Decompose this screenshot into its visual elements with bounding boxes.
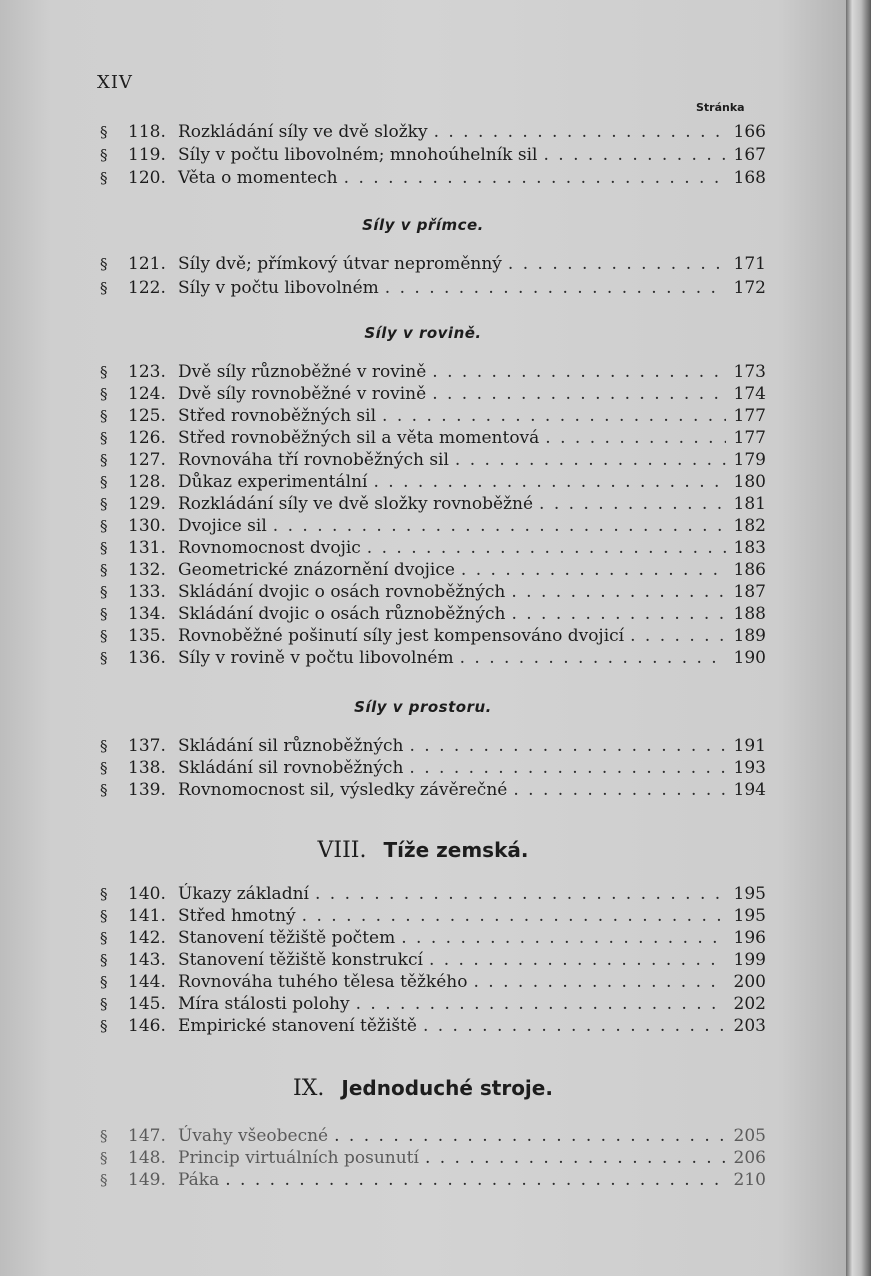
leader-dots <box>425 1148 726 1168</box>
toc-entry <box>100 972 766 996</box>
toc-entry <box>100 406 766 430</box>
section-title: Skládání sil rovnoběžných <box>178 758 404 778</box>
page-ref: 183 <box>733 538 766 558</box>
section-title: Rovnováha tří rovnoběžných sil <box>178 450 449 470</box>
page-ref: 210 <box>733 1170 766 1190</box>
page-ref: 205 <box>733 1126 766 1146</box>
section-number: 119. <box>128 145 166 165</box>
section-sign: § <box>100 885 108 903</box>
section-sign: § <box>100 781 108 799</box>
section-title: Geometrické znázornění dvojice <box>178 560 455 580</box>
page-ref: 195 <box>733 906 766 926</box>
page-ref: 186 <box>733 560 766 580</box>
page-ref: 177 <box>733 406 766 426</box>
leader-dots <box>373 472 726 492</box>
leader-dots <box>409 736 726 756</box>
section-number: 134. <box>128 604 166 624</box>
toc-entry <box>100 604 766 628</box>
section-title: Síly v rovině v počtu libovolném <box>178 648 454 668</box>
page-ref: 189 <box>733 626 766 646</box>
section-number: 138. <box>128 758 166 778</box>
toc-entry <box>100 736 766 760</box>
toc-entry <box>100 384 766 408</box>
section-sign: § <box>100 451 108 469</box>
section-number: 124. <box>128 384 166 404</box>
section-title: Stanovení těžiště počtem <box>178 928 396 948</box>
leader-dots <box>423 1016 726 1036</box>
section-title: Síly dvě; přímkový útvar neproměnný <box>178 254 502 274</box>
section-title: Rozkládání síly ve dvě složky rovnoběžné <box>178 494 534 514</box>
section-number: 145. <box>128 994 166 1014</box>
section-title: Úvahy všeobecné <box>178 1126 329 1146</box>
toc-entry <box>100 950 766 974</box>
page-ref: 202 <box>733 994 766 1014</box>
subsection-heading: Síly v přímce. <box>362 216 484 234</box>
toc-entry <box>100 1170 766 1194</box>
toc-entry <box>100 168 766 192</box>
chapter-heading <box>0 1076 846 1101</box>
page-ref: 167 <box>733 145 766 165</box>
section-number: 147. <box>128 1126 166 1146</box>
section-number: 140. <box>128 884 166 904</box>
section-sign: § <box>100 1149 108 1167</box>
section-number: 130. <box>128 516 166 536</box>
leader-dots <box>539 494 726 514</box>
toc-entry <box>100 1016 766 1040</box>
toc-entry <box>100 516 766 540</box>
section-number: 141. <box>128 906 166 926</box>
section-title: Věta o momentech <box>178 168 338 188</box>
page-number: XIV <box>97 72 133 93</box>
section-number: 131. <box>128 538 166 558</box>
page-ref: 181 <box>733 494 766 514</box>
section-number: 129. <box>128 494 166 514</box>
section-number: 133. <box>128 582 166 602</box>
toc-entry <box>100 362 766 386</box>
leader-dots <box>460 648 726 668</box>
section-title: Páka <box>178 1170 220 1190</box>
section-sign: § <box>100 429 108 447</box>
section-title: Skládání sil různoběžných <box>178 736 404 756</box>
leader-dots <box>630 626 726 646</box>
section-number: 122. <box>128 278 166 298</box>
chapter-heading <box>0 838 846 863</box>
chapter-number: IX. <box>293 1076 325 1101</box>
leader-dots <box>434 122 726 142</box>
section-number: 121. <box>128 254 166 274</box>
page-ref: 180 <box>733 472 766 492</box>
section-number: 143. <box>128 950 166 970</box>
page-ref: 191 <box>733 736 766 756</box>
toc-entry <box>100 428 766 452</box>
section-sign: § <box>100 539 108 557</box>
section-sign: § <box>100 973 108 991</box>
leader-dots <box>385 278 726 298</box>
toc-entry <box>100 928 766 952</box>
section-title: Síly v počtu libovolném; mnohoúhelník sil <box>178 145 538 165</box>
section-number: 128. <box>128 472 166 492</box>
page-ref: 194 <box>733 780 766 800</box>
leader-dots <box>382 406 726 426</box>
leader-dots <box>511 604 726 624</box>
section-sign: § <box>100 495 108 513</box>
section-sign: § <box>100 649 108 667</box>
section-number: 142. <box>128 928 166 948</box>
toc-entry <box>100 648 766 672</box>
leader-dots <box>508 254 726 274</box>
leader-dots <box>543 145 726 165</box>
leader-dots <box>545 428 726 448</box>
section-sign: § <box>100 583 108 601</box>
section-title: Skládání dvojic o osách rovnoběžných <box>178 582 506 602</box>
page-ref: 190 <box>733 648 766 668</box>
section-sign: § <box>100 473 108 491</box>
section-title: Střed rovnoběžných sil a věta momentová <box>178 428 540 448</box>
leader-dots <box>473 972 726 992</box>
page-ref: 177 <box>733 428 766 448</box>
leader-dots <box>511 582 726 602</box>
leader-dots <box>409 758 726 778</box>
section-title: Úkazy základní <box>178 884 309 904</box>
page-ref: 172 <box>733 278 766 298</box>
toc-entry <box>100 906 766 930</box>
toc-entry <box>100 1126 766 1150</box>
section-sign: § <box>100 123 108 141</box>
section-sign: § <box>100 605 108 623</box>
toc-entry <box>100 122 766 146</box>
section-number: 132. <box>128 560 166 580</box>
section-title: Dvojice sil <box>178 516 267 536</box>
section-number: 149. <box>128 1170 166 1190</box>
chapter-title: Tíže zemská. <box>383 838 529 862</box>
toc-entry <box>100 758 766 782</box>
section-sign: § <box>100 255 108 273</box>
toc-entry <box>100 626 766 650</box>
section-sign: § <box>100 907 108 925</box>
toc-entry <box>100 145 766 169</box>
toc-entry <box>100 450 766 474</box>
page-ref: 206 <box>733 1148 766 1168</box>
section-number: 144. <box>128 972 166 992</box>
page-ref: 174 <box>733 384 766 404</box>
leader-dots <box>225 1170 726 1190</box>
section-sign: § <box>100 407 108 425</box>
section-sign: § <box>100 1171 108 1189</box>
toc-entry <box>100 560 766 584</box>
section-sign: § <box>100 279 108 297</box>
section-title: Rozkládání síly ve dvě složky <box>178 122 428 142</box>
section-title: Síly v počtu libovolném <box>178 278 379 298</box>
section-title: Dvě síly rovnoběžné v rovině <box>178 384 427 404</box>
section-number: 139. <box>128 780 166 800</box>
section-title: Rovnomocnost dvojic <box>178 538 361 558</box>
leader-dots <box>356 994 726 1014</box>
page-ref: 187 <box>733 582 766 602</box>
leader-dots <box>344 168 726 188</box>
page-ref: 203 <box>733 1016 766 1036</box>
section-sign: § <box>100 627 108 645</box>
leader-dots <box>334 1126 726 1146</box>
page-ref: 200 <box>733 972 766 992</box>
section-sign: § <box>100 929 108 947</box>
section-number: 118. <box>128 122 166 142</box>
section-number: 135. <box>128 626 166 646</box>
section-number: 126. <box>128 428 166 448</box>
leader-dots <box>315 884 726 904</box>
toc-entry <box>100 472 766 496</box>
toc-entry <box>100 538 766 562</box>
page-ref: 168 <box>733 168 766 188</box>
subsection-heading: Síly v prostoru. <box>354 698 492 716</box>
page-ref: 179 <box>733 450 766 470</box>
section-title: Princip virtuálních posunutí <box>178 1148 419 1168</box>
section-sign: § <box>100 517 108 535</box>
section-sign: § <box>100 995 108 1013</box>
section-number: 123. <box>128 362 166 382</box>
section-title: Míra stálosti polohy <box>178 994 350 1014</box>
toc-entry <box>100 582 766 606</box>
section-sign: § <box>100 759 108 777</box>
section-title: Dvě síly různoběžné v rovině <box>178 362 427 382</box>
leader-dots <box>461 560 726 580</box>
section-sign: § <box>100 561 108 579</box>
toc-entry <box>100 278 766 302</box>
leader-dots <box>273 516 726 536</box>
section-number: 137. <box>128 736 166 756</box>
section-sign: § <box>100 169 108 187</box>
leader-dots <box>455 450 726 470</box>
section-sign: § <box>100 1127 108 1145</box>
toc-entry <box>100 254 766 278</box>
leader-dots <box>513 780 726 800</box>
section-sign: § <box>100 951 108 969</box>
section-number: 148. <box>128 1148 166 1168</box>
section-sign: § <box>100 146 108 164</box>
toc-entry <box>100 1148 766 1172</box>
page-ref: 188 <box>733 604 766 624</box>
page-ref: 171 <box>733 254 766 274</box>
section-title: Rovnováha tuhého tělesa těžkého <box>178 972 468 992</box>
leader-dots <box>401 928 726 948</box>
section-sign: § <box>100 363 108 381</box>
page-ref: 193 <box>733 758 766 778</box>
page-ref: 195 <box>733 884 766 904</box>
section-title: Rovnomocnost sil, výsledky závěrečné <box>178 780 508 800</box>
section-sign: § <box>100 385 108 403</box>
page-ref: 199 <box>733 950 766 970</box>
page-ref: 196 <box>733 928 766 948</box>
toc-entry <box>100 994 766 1018</box>
leader-dots <box>302 906 726 926</box>
leader-dots <box>432 362 726 382</box>
chapter-number: VIII. <box>317 838 367 863</box>
section-sign: § <box>100 737 108 755</box>
subsection-heading: Síly v rovině. <box>364 324 482 342</box>
page-ref: 182 <box>733 516 766 536</box>
section-title: Stanovení těžiště konstrukcí <box>178 950 423 970</box>
page-ref: 173 <box>733 362 766 382</box>
section-title: Střed rovnoběžných sil <box>178 406 377 426</box>
section-title: Empirické stanovení těžiště <box>178 1016 417 1036</box>
page-ref: 166 <box>733 122 766 142</box>
section-title: Skládání dvojic o osách různoběžných <box>178 604 506 624</box>
section-number: 120. <box>128 168 166 188</box>
toc-entry <box>100 884 766 908</box>
toc-entry <box>100 494 766 518</box>
section-sign: § <box>100 1017 108 1035</box>
leader-dots <box>432 384 726 404</box>
section-title: Důkaz experimentální <box>178 472 368 492</box>
section-title: Rovnoběžné pošinutí síly jest kompensováno dvojicí <box>178 626 625 646</box>
section-number: 125. <box>128 406 166 426</box>
leader-dots <box>367 538 726 558</box>
section-number: 146. <box>128 1016 166 1036</box>
section-number: 136. <box>128 648 166 668</box>
section-number: 127. <box>128 450 166 470</box>
leader-dots <box>429 950 726 970</box>
page-column-header: Stránka <box>696 101 745 114</box>
chapter-title: Jednoduché stroje. <box>341 1076 553 1100</box>
toc-entry <box>100 780 766 804</box>
section-title: Střed hmotný <box>178 906 296 926</box>
page-edge <box>846 0 871 1276</box>
